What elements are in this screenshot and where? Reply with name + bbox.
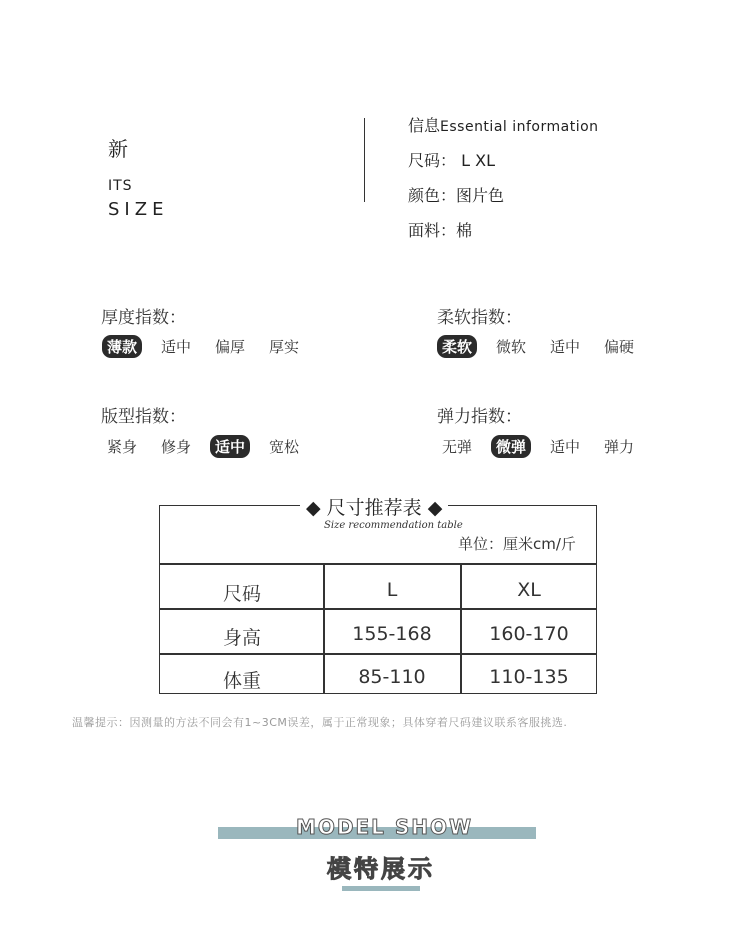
- size-table-unit: 单位：厘米cm/斤: [458, 535, 576, 553]
- table-cell: 85-110: [358, 666, 426, 688]
- diamond-right-icon: ◆: [427, 497, 443, 519]
- model-show-title-cn: 模特展示: [327, 855, 435, 883]
- info-fabric-row: [408, 221, 599, 256]
- table-cell: 身高: [222, 627, 261, 649]
- model-show-underline: [342, 886, 420, 891]
- info-color-label: 颜色：: [408, 186, 457, 205]
- elasticity-option: 无弹: [442, 438, 473, 456]
- thickness-option: 薄款: [102, 335, 142, 358]
- fit-option: 修身: [161, 438, 192, 456]
- fit-option: 宽松: [269, 438, 300, 456]
- softness-option: 微软: [496, 338, 527, 356]
- table-header-cell: XL: [517, 579, 541, 601]
- elasticity-option: 弹力: [604, 438, 635, 456]
- header-divider: [364, 118, 365, 202]
- table-cell: 155-168: [352, 623, 432, 645]
- softness-option: 适中: [550, 338, 581, 356]
- table-cell: 110-135: [489, 666, 569, 688]
- softness-option: 柔软: [437, 335, 477, 358]
- table-header-cell: L: [386, 579, 398, 601]
- info-color-value: 图片色: [456, 186, 505, 205]
- fit-title: 版型指数：: [101, 407, 186, 427]
- measurement-note: 温馨提示：因测量的方法不同会有1~3CM误差，属于正常现象；具体穿着尺码建议联系客服挑选.: [72, 716, 568, 729]
- fit-option: 适中: [210, 435, 250, 458]
- diamond-left-icon: ◆: [306, 497, 321, 519]
- info-size-value: L XL: [461, 151, 495, 170]
- model-show-title: MODEL SHOW: [296, 815, 474, 839]
- elasticity-options: [437, 435, 639, 458]
- info-title: [408, 116, 599, 151]
- fit-options: [102, 435, 304, 458]
- size-table-title-text: 尺寸推荐表: [326, 497, 422, 519]
- header-new: 新: [108, 137, 128, 161]
- table-line: [159, 653, 597, 655]
- table-cell: 体重: [222, 670, 261, 692]
- thickness-option: 厚实: [269, 338, 300, 356]
- info-fabric-label: 面料：: [408, 221, 457, 240]
- info-title-cn: 信息: [408, 116, 441, 135]
- elasticity-option: 适中: [550, 438, 581, 456]
- table-line: [159, 608, 597, 610]
- info-size-label: 尺码：: [408, 151, 457, 170]
- table-cell: 160-170: [489, 623, 569, 645]
- header-size: SIZE: [108, 199, 169, 220]
- info-color-row: [408, 186, 599, 221]
- fit-option: 紧身: [107, 438, 138, 456]
- header-its: ITS: [108, 178, 133, 194]
- table-line: [159, 563, 597, 565]
- thickness-title: 厚度指数：: [101, 308, 186, 328]
- info-title-en: Essential information: [440, 119, 599, 135]
- softness-title: 柔软指数：: [437, 308, 522, 328]
- softness-options: [437, 335, 639, 358]
- elasticity-title: 弹力指数：: [437, 407, 522, 427]
- thickness-options: [102, 335, 304, 358]
- softness-option: 偏硬: [604, 338, 635, 356]
- size-table-title: [300, 493, 448, 520]
- size-table-subtitle: Size recommendation table: [324, 520, 463, 531]
- essential-info: [408, 116, 599, 256]
- thickness-option: 偏厚: [215, 338, 246, 356]
- thickness-option: 适中: [161, 338, 192, 356]
- info-fabric-value: 棉: [456, 221, 473, 240]
- table-header-cell: 尺码: [222, 583, 261, 605]
- elasticity-option: 微弹: [491, 435, 531, 458]
- info-size-row: [408, 151, 599, 186]
